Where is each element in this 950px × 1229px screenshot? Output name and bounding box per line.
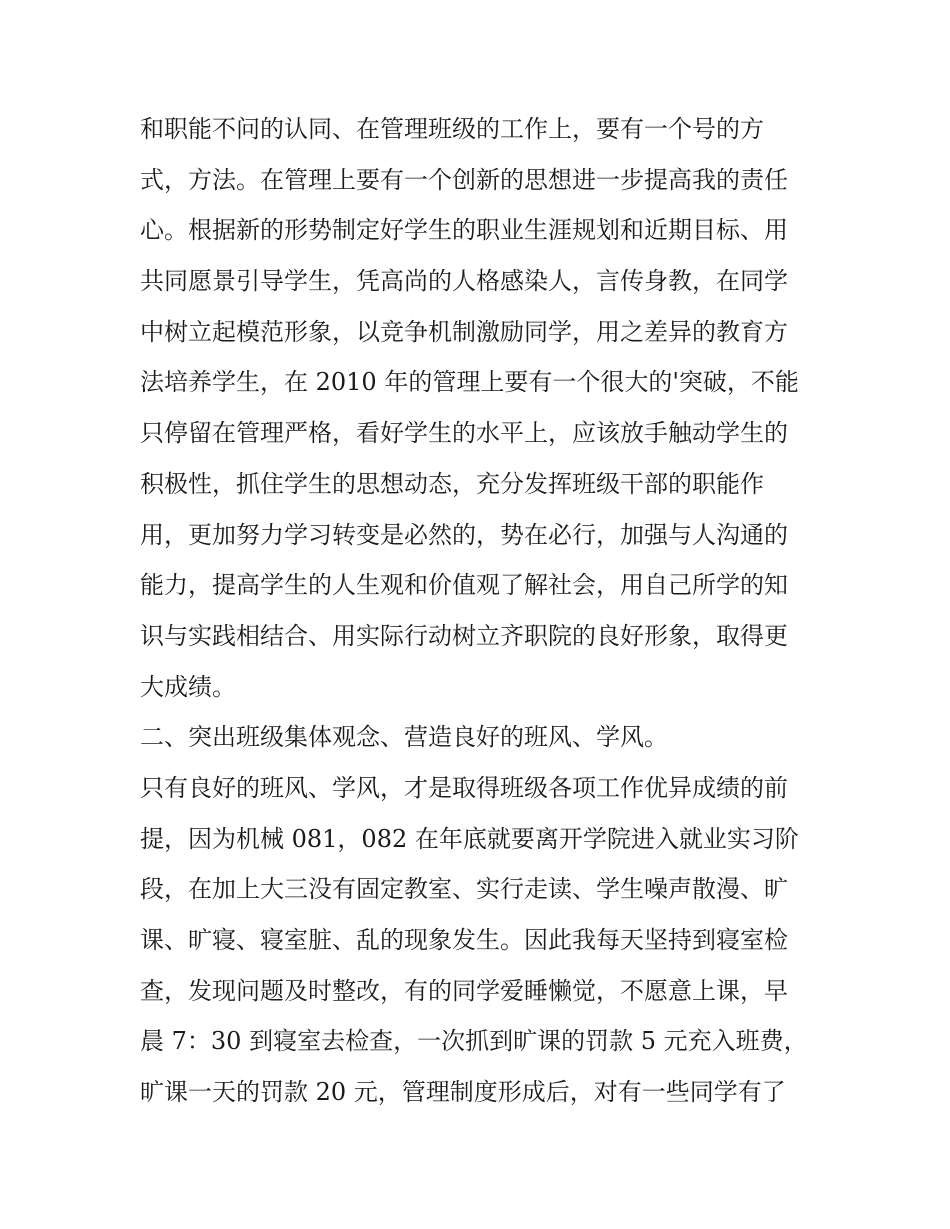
text-line: 旷课一天的罚款 20 元，管理制度形成后，对有一些同学有了 <box>140 1078 786 1107</box>
text-line: 能力，提高学生的人生观和价值观了解社会，用自己所学的知 <box>140 571 788 600</box>
text-line: 提，因为机械 081，082 在年底就要离开学院进入就业实习阶 <box>140 824 799 853</box>
text-line: 查，发现问题及时整改，有的同学爱睡懒觉，不愿意上课，早 <box>140 976 788 1005</box>
text-line: 心。根据新的形势制定好学生的职业生涯规划和近期目标、用 <box>140 216 788 245</box>
section-heading: 二、突出班级集体观念、营造良好的班风、学风。 <box>140 723 668 752</box>
text-line: 只有良好的班风、学风，才是取得班级各项工作优异成绩的前 <box>140 773 788 802</box>
text-line: 用，更加努力学习转变是必然的，势在必行，加强与人沟通的 <box>140 520 788 549</box>
body-text <box>140 104 820 1118</box>
text-line: 共同愿景引导学生，凭高尚的人格感染人，言传身教，在同学 <box>140 267 788 296</box>
text-line: 法培养学生，在 2010 年的管理上要有一个很大的'突破，不能 <box>140 368 799 397</box>
text-line: 积极性，抓住学生的思想动态，充分发挥班级干部的职能作 <box>140 469 764 498</box>
text-line: 中树立起模范形象，以竞争机制激励同学，用之差异的教育方 <box>140 317 788 346</box>
text-line: 课、旷寝、寝室脏、乱的现象发生。因此我每天坚持到寝室检 <box>140 926 788 954</box>
text-line: 段，在加上大三没有固定教室、实行走读、学生噪声散漫、旷 <box>140 875 788 904</box>
text-line: 和职能不问的认同、在管理班级的工作上，要有一个号的方 <box>140 115 764 143</box>
text-line: 式，方法。在管理上要有一个创新的思想进一步提高我的责任 <box>140 165 788 194</box>
text-line: 大成绩。 <box>140 672 236 701</box>
text-line: 识与实践相结合、用实际行动树立齐职院的良好形象，取得更 <box>140 621 788 650</box>
text-line: 只停留在管理严格，看好学生的水平上，应该放手触动学生的 <box>140 419 788 448</box>
text-line: 晨 7：30 到寝室去检查，一次抓到旷课的罚款 5 元充入班费， <box>140 1027 808 1056</box>
